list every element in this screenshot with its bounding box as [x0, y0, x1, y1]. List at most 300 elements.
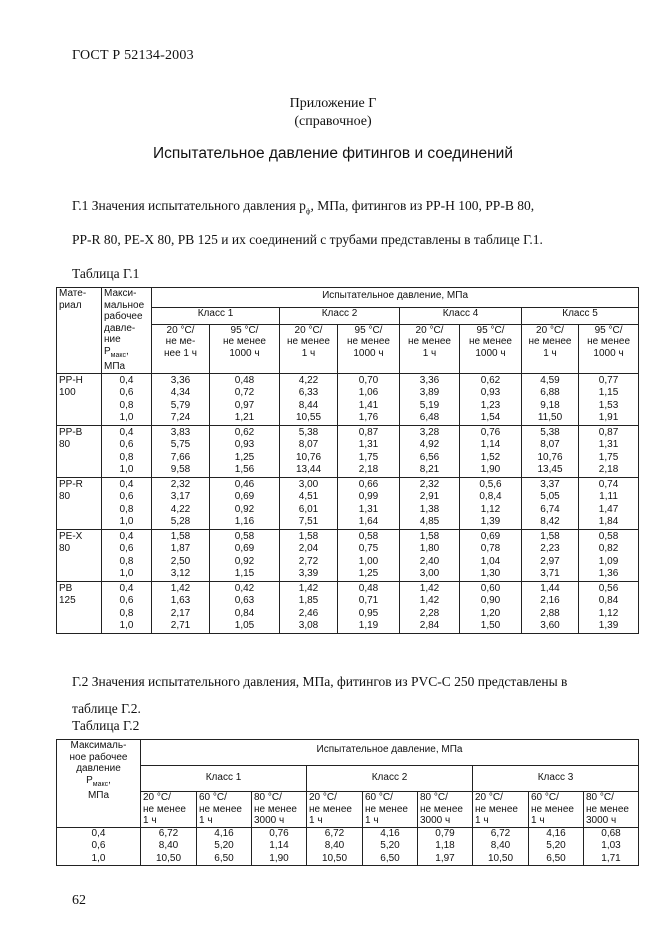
- table1-value: 8,21: [419, 464, 440, 475]
- table1-value: 10,76: [295, 451, 322, 463]
- appendix-label: Приложение Г: [289, 96, 377, 111]
- table1-value: 1,21: [234, 412, 255, 423]
- table1-value: 6,33: [298, 387, 319, 398]
- table1-value: 2,71: [170, 620, 191, 631]
- table1-value: 0,77: [598, 374, 619, 386]
- table1-value: 0,56: [598, 582, 619, 594]
- table1-value: 1,11: [599, 491, 618, 502]
- table1-value: 0,74: [598, 478, 619, 490]
- table2-caption: Таблица Г.2: [72, 718, 140, 733]
- table1-value: 0,66: [358, 478, 379, 490]
- document-header: ГОСТ Р 52134-2003: [72, 48, 194, 63]
- table2-class-header: Класс 1: [141, 765, 307, 792]
- table1-value-cell: [522, 581, 579, 633]
- table1-value-cell: [152, 529, 210, 581]
- table1-value-cell: [460, 477, 522, 529]
- table1-value-cell: [460, 425, 522, 477]
- table1-pressure-value: 1,0: [119, 516, 134, 527]
- table1-pressure-value: 1,0: [119, 568, 134, 579]
- table1-value: 4,34: [170, 387, 191, 398]
- table1-subheader-short: 20 °С/ не ме- нее 1 ч: [152, 324, 210, 373]
- table1-subheader-short: 20 °С/ не менее 1 ч: [280, 324, 338, 373]
- table1-value-cell: [400, 477, 460, 529]
- table2-value: 10,50: [487, 852, 514, 864]
- table1-value: 4,51: [298, 491, 319, 502]
- table1-value-cell: [280, 425, 338, 477]
- table1-value: 3,08: [298, 620, 319, 631]
- table1-value: 2,17: [170, 607, 191, 619]
- table1-value-cell: [210, 529, 280, 581]
- table1-value: 1,04: [480, 555, 501, 567]
- table1-value: 13,44: [295, 464, 322, 475]
- section1-line1-text: Г.1 Значения испытательного давления $р_ф$, МПа, фитингов из PP-H 100, PP-B 80,: [72, 198, 535, 216]
- table1-value: 4,59: [540, 374, 560, 386]
- table2-subheader: 20 °С/ не менее 1 ч: [141, 792, 197, 828]
- table2-value: 1,03: [601, 840, 621, 851]
- table2-value: 8,40: [490, 840, 511, 851]
- table1-value: 1,31: [598, 439, 619, 450]
- table1-value: 0,95: [358, 607, 379, 619]
- table1-value: 5,38: [298, 426, 319, 438]
- table1-pressure-value: 0,8: [119, 555, 134, 567]
- table1-value: 6,01: [298, 503, 319, 515]
- table1-value-cell: [210, 581, 280, 633]
- table1-value: 0,58: [358, 530, 379, 542]
- table1-value: 1,52: [480, 451, 501, 463]
- table1-value: 1,06: [358, 387, 379, 398]
- table1-value: 9,18: [540, 399, 560, 411]
- table2-subheader: 80 °С/ не менее 3000 ч: [584, 792, 639, 828]
- table1-pressure-value: 1,0: [119, 464, 134, 475]
- table1-value: 1,90: [480, 464, 501, 475]
- table1-value: 2,40: [419, 555, 440, 567]
- table1-value: 3,00: [298, 478, 319, 490]
- table1-value-cell: [338, 373, 400, 425]
- table1-pressure-value: 0,8: [119, 451, 134, 463]
- table1-value: 0,62: [234, 426, 255, 438]
- table1-value: 10,55: [295, 412, 322, 423]
- table2-value-cell: [141, 827, 197, 866]
- table2-pressure-value: 0,4: [91, 827, 106, 839]
- table1-value: 1,14: [480, 439, 501, 450]
- table1-value: 3,89: [419, 387, 440, 398]
- table1-value-cell: [522, 529, 579, 581]
- table1-value: 1,84: [598, 516, 619, 527]
- table2-value: 1,90: [269, 852, 289, 864]
- table1-value: 0,92: [234, 555, 255, 567]
- table1-value: 2,88: [540, 607, 560, 619]
- table1-pressure-header: [102, 288, 152, 374]
- page-number: 62: [72, 893, 86, 908]
- section2-paragraph: [72, 668, 637, 722]
- table1-subheader-long: 95 °С/ не менее 1000 ч: [210, 324, 280, 373]
- table1-value-cell: [338, 477, 400, 529]
- table1-pressure-value: 0,8: [119, 503, 134, 515]
- table2-class-header: Класс 2: [307, 765, 473, 792]
- table1-value: 1,31: [358, 503, 379, 515]
- table1-value-cell: [400, 529, 460, 581]
- table1-value: 1,75: [598, 451, 619, 463]
- table1-value-cell: [152, 581, 210, 633]
- table1-value: 0,90: [480, 595, 501, 606]
- table1-class-header: Класс 5: [522, 307, 639, 324]
- table1-value: 3,83: [170, 426, 191, 438]
- table1-value: 0,78: [480, 543, 501, 554]
- table1-value: 0,42: [234, 582, 255, 594]
- section2-line2: таблице Г.2.: [72, 701, 141, 716]
- table1-value-cell: [210, 477, 280, 529]
- table2-value-cell: [363, 827, 418, 866]
- table2-subheader: 20 °С/ не менее 1 ч: [307, 792, 363, 828]
- table1-class-header: Класс 1: [152, 307, 280, 324]
- table1-value: 1,16: [234, 516, 255, 527]
- table1-pressure-symbol: P: [104, 345, 111, 357]
- table1-value: 2,18: [598, 464, 619, 475]
- table1-value-cell: [338, 425, 400, 477]
- table1-value: 1,42: [419, 595, 440, 606]
- section1-line2: PP-R 80, PE-X 80, PB 125 и их соединений с трубами представлены в таблице Г.1.: [72, 231, 543, 247]
- table1-pressure-value: 0,6: [119, 491, 134, 502]
- table1-caption: Таблица Г.1: [72, 266, 140, 281]
- table1-value: 0,58: [234, 530, 255, 542]
- table1-value-cell: [579, 425, 639, 477]
- table1-subheader-long: 95 °С/ не менее 1000 ч: [579, 324, 639, 373]
- table1-value: 2,72: [298, 555, 319, 567]
- table1-value-cell: [579, 529, 639, 581]
- table1-value: 4,22: [298, 374, 319, 386]
- table1-value: 2,46: [298, 607, 319, 619]
- table1-subheader-long: 95 °С/ не менее 1000 ч: [460, 324, 522, 373]
- table1-value: 0,69: [234, 491, 255, 502]
- table1-pressure-value: 0,4: [119, 426, 134, 438]
- table2-value-cell: [252, 827, 307, 866]
- table1-value: 0,70: [358, 374, 379, 386]
- table1-row: [57, 425, 639, 477]
- table1-value: 0,92: [234, 503, 255, 515]
- table1-value: 6,48: [419, 412, 440, 423]
- table2-pressure-header-text: Максималь- ное рабочее давление: [69, 740, 128, 774]
- table2-value-cell: [473, 827, 529, 866]
- table1-value: 1,19: [358, 620, 379, 631]
- table1-value: 2,23: [540, 543, 560, 554]
- table1-value-cell: [460, 581, 522, 633]
- table1-value: 6,88: [540, 387, 560, 398]
- table2-value: 5,20: [214, 840, 234, 851]
- appendix-note: (справочное): [294, 114, 372, 129]
- table1-value: 0,48: [358, 582, 379, 594]
- table1-pressure-value: 0,8: [119, 607, 134, 619]
- table1-value-cell: [522, 373, 579, 425]
- table1-value: 1,50: [480, 620, 501, 631]
- table1-material-cell: PP-H 100: [57, 373, 102, 425]
- table1-value: 0,63: [234, 595, 255, 606]
- table1-value: 1,42: [298, 582, 319, 594]
- table1-value: 3,28: [419, 426, 440, 438]
- table1-pressure-value: 0,6: [119, 595, 134, 606]
- table1-value: 1,87: [170, 543, 191, 554]
- table1-value: 3,71: [540, 568, 560, 579]
- table2-value: 0,79: [435, 827, 455, 839]
- table2-value: 6,72: [490, 827, 511, 839]
- table1-value-cell: [338, 529, 400, 581]
- table1-value: 1,91: [598, 412, 619, 423]
- table1-value: 1,41: [358, 399, 379, 411]
- table1-value: 2,28: [419, 607, 440, 619]
- table1-pressure-value: 1,0: [119, 412, 134, 423]
- table1-value-cell: [579, 581, 639, 633]
- table1-class-header: Класс 2: [280, 307, 400, 324]
- table1-value: 8,42: [540, 516, 560, 527]
- table1-value-cell: [280, 529, 338, 581]
- table1-subheader-short: 20 °С/ не менее 1 ч: [400, 324, 460, 373]
- table1-value: 1,64: [358, 516, 379, 527]
- table1-value-cell: [460, 373, 522, 425]
- table2-pressure-header: [57, 740, 141, 828]
- table1-pressure-header-text: Макси- мальное рабочее давле- ние: [104, 288, 145, 345]
- table2-value: 4,16: [380, 827, 400, 839]
- table2-value: 6,72: [324, 827, 345, 839]
- table1-value-cell: [522, 477, 579, 529]
- table1-value-cell: [210, 425, 280, 477]
- table1-value: 2,84: [419, 620, 440, 631]
- table1-value: 9,58: [170, 464, 191, 475]
- table1-value: 1,75: [358, 451, 379, 463]
- table1-value: 1,25: [234, 451, 255, 463]
- table1-value: 1,30: [480, 568, 501, 579]
- table1-value: 1,44: [540, 582, 560, 594]
- table2-value: 6,50: [546, 852, 566, 864]
- table2-header-row: [57, 740, 639, 766]
- table1-value-cell: [460, 529, 522, 581]
- table1-value: 1,39: [480, 516, 501, 527]
- table2-value-cell: [418, 827, 473, 866]
- table1-value: 8,07: [298, 439, 319, 450]
- table1-material-header: Мате- риал: [57, 288, 102, 374]
- table1-value: 7,51: [298, 516, 319, 527]
- table1-value: 0,69: [234, 543, 255, 554]
- table1-value: 1,58: [540, 530, 560, 542]
- table1-value: 0,58: [598, 530, 619, 542]
- table1-pressure-cell: [102, 581, 152, 633]
- table1-value: 0,48: [234, 374, 255, 386]
- table2-value: 8,40: [158, 840, 179, 851]
- table1-pressure-value: 0,4: [119, 530, 134, 542]
- table2-value-cell: [529, 827, 584, 866]
- table1-value: 3,60: [540, 620, 560, 631]
- table1-value: 1,54: [480, 412, 501, 423]
- table1-class-header: Класс 4: [400, 307, 522, 324]
- table1-value: 10,76: [537, 451, 563, 463]
- table1-value: 1,05: [234, 620, 255, 631]
- table1-value: 1,42: [419, 582, 440, 594]
- table1-value: 0,75: [358, 543, 379, 554]
- table1-value: 2,04: [298, 543, 319, 554]
- table1-value-cell: [400, 373, 460, 425]
- section2-line1: Г.2 Значения испытательного давления, МПа, фитингов из PVC-C 250 представлены в: [72, 674, 568, 689]
- table1-row: [57, 477, 639, 529]
- table2-value: 1,18: [435, 840, 455, 851]
- table1-value: 5,79: [170, 399, 191, 411]
- table1-pressure-value: 0,6: [119, 387, 134, 398]
- table1-value: 3,37: [540, 478, 560, 490]
- table1-value-cell: [400, 425, 460, 477]
- table1-value: 0,62: [480, 374, 501, 386]
- table1-value-cell: [210, 373, 280, 425]
- table2-value: 4,16: [546, 827, 566, 839]
- table1-value: 3,00: [419, 568, 440, 579]
- table2-value: 10,50: [155, 852, 182, 864]
- table1-value-cell: [400, 581, 460, 633]
- table1-value: 6,56: [419, 451, 440, 463]
- table1-value: 7,66: [170, 451, 191, 463]
- table1-value: 5,05: [540, 491, 560, 502]
- table1-pressure-value: 0,8: [119, 399, 134, 411]
- table1-value: 5,19: [419, 399, 440, 411]
- table1-value: 1,15: [234, 568, 255, 579]
- table1-value: 1,76: [358, 412, 379, 423]
- table1-value: 8,44: [298, 399, 319, 411]
- table1-value: 0,8,4: [479, 491, 502, 502]
- table2-value: 1,71: [601, 852, 621, 864]
- table1-value: 3,36: [419, 374, 440, 386]
- table1-value: 0,71: [358, 595, 379, 606]
- table1-value: 1,00: [358, 555, 379, 567]
- table1-value: 11,50: [537, 412, 563, 423]
- table2-value: 5,20: [380, 840, 400, 851]
- table1-pressure-value: 0,6: [119, 439, 134, 450]
- table1-value: 0,69: [480, 530, 501, 542]
- section1-paragraph: [72, 192, 632, 253]
- table1-row: [57, 581, 639, 633]
- table1-pressure-subscript: макс: [110, 351, 127, 359]
- table1-value: 0,93: [480, 387, 501, 398]
- table1-value-cell: [280, 373, 338, 425]
- table2-value: 6,72: [158, 827, 179, 839]
- table2-subheader: 60 °С/ не менее 1 ч: [197, 792, 252, 828]
- table1-value-cell: [280, 477, 338, 529]
- table1-pressure-value: 0,4: [119, 478, 134, 490]
- table1-value: 7,24: [170, 412, 191, 423]
- table1-value-cell: [152, 425, 210, 477]
- table2-pressure-value: 0,6: [91, 840, 106, 851]
- table1-value: 1,63: [170, 595, 191, 606]
- table1-value: 1,39: [598, 620, 619, 631]
- table1-value: 6,74: [540, 503, 560, 515]
- table1-value: 1,58: [298, 530, 319, 542]
- table1-value: 5,75: [170, 439, 191, 450]
- table2-value-cell: [307, 827, 363, 866]
- table2-pressure-cell: [57, 827, 141, 866]
- table1-value: 13,45: [537, 464, 563, 475]
- table1-value: 0,87: [598, 426, 619, 438]
- table1-value: 0,84: [234, 607, 255, 619]
- table1-row: [57, 529, 639, 581]
- table1-pressure-cell: [102, 425, 152, 477]
- table1-value: 1,47: [598, 503, 619, 515]
- table1-value: 5,28: [170, 516, 191, 527]
- table1: [56, 287, 639, 634]
- table2-class-row: [57, 765, 639, 792]
- table1-pressure-cell: [102, 373, 152, 425]
- table2-value-cell: [197, 827, 252, 866]
- table1-value: 8,07: [540, 439, 560, 450]
- table1-value-cell: [280, 581, 338, 633]
- appendix-title: Испытательное давление фитингов и соединений: [153, 145, 513, 162]
- table1-value: 1,09: [598, 555, 619, 567]
- table1-value: 2,16: [540, 595, 560, 606]
- table1-value: 0,82: [598, 543, 619, 554]
- table1-pressure-value: 0,4: [119, 582, 134, 594]
- table1-value: 2,97: [540, 555, 560, 567]
- table1-material-cell: PP-R 80: [57, 477, 102, 529]
- table2-group-header: Испытательное давление, МПа: [141, 740, 639, 766]
- table1-value: 5,38: [540, 426, 560, 438]
- table2-value: 1,97: [435, 852, 455, 864]
- table2-subheader: 60 °С/ не менее 1 ч: [529, 792, 584, 828]
- table1-value: 0,93: [234, 439, 255, 450]
- table1-value: 0,76: [480, 426, 501, 438]
- table1-value: 1,12: [480, 503, 501, 515]
- table2-subheader-row: [57, 792, 639, 828]
- table1-pressure-value: 1,0: [119, 620, 134, 631]
- table1-value: 1,20: [480, 607, 501, 619]
- table1-value: 0,99: [358, 491, 379, 502]
- table2-row: [57, 827, 639, 866]
- table1-value-cell: [338, 581, 400, 633]
- table1-value: 0,97: [234, 399, 255, 411]
- table1-material-cell: PB 125: [57, 581, 102, 633]
- table1-value-cell: [152, 477, 210, 529]
- table2-subheader: 20 °С/ не менее 1 ч: [473, 792, 529, 828]
- table1-value: 1,56: [234, 464, 255, 475]
- table1-value-cell: [522, 425, 579, 477]
- table1-value: 0,84: [598, 595, 619, 606]
- table1-material-cell: PP-B 80: [57, 425, 102, 477]
- table1-value: 1,38: [419, 503, 440, 515]
- table1-value: 1,53: [598, 399, 619, 411]
- table2-value: 6,50: [380, 852, 400, 864]
- table1-value: 4,85: [419, 516, 440, 527]
- table2-value: 6,50: [214, 852, 234, 864]
- table1-value: 1,80: [419, 543, 440, 554]
- table1-pressure-value: 0,6: [119, 543, 134, 554]
- table2-value-cell: [584, 827, 639, 866]
- table1-value: 2,32: [170, 478, 191, 490]
- table1-value: 0,60: [480, 582, 501, 594]
- table2-subheader: 60 °С/ не менее 1 ч: [363, 792, 418, 828]
- table1-material-cell: PE-X 80: [57, 529, 102, 581]
- table2-value: 0,76: [269, 827, 289, 839]
- table1-subheader-short: 20 °С/ не менее 1 ч: [522, 324, 579, 373]
- table1-value-cell: [579, 477, 639, 529]
- section1-line1: [72, 192, 632, 226]
- table1-value: 1,12: [598, 607, 619, 619]
- table2-value: 5,20: [546, 840, 566, 851]
- table1-header-row: [57, 288, 639, 308]
- table1-value: 3,17: [170, 491, 191, 502]
- table1-pressure-value: 0,4: [119, 374, 134, 386]
- table1-value: 4,92: [419, 439, 440, 450]
- table1-value: 0,5,6: [479, 478, 502, 490]
- table2-value: 1,14: [269, 840, 289, 851]
- table2-value: 10,50: [321, 852, 348, 864]
- table1-group-header: Испытательное давление, МПа: [152, 288, 639, 308]
- table2-value: 8,40: [324, 840, 345, 851]
- table1-value: 2,18: [358, 464, 379, 475]
- table1-value: 1,23: [480, 399, 501, 411]
- table2-pressure-symbol: P: [86, 774, 93, 786]
- table1-value: 1,36: [598, 568, 619, 579]
